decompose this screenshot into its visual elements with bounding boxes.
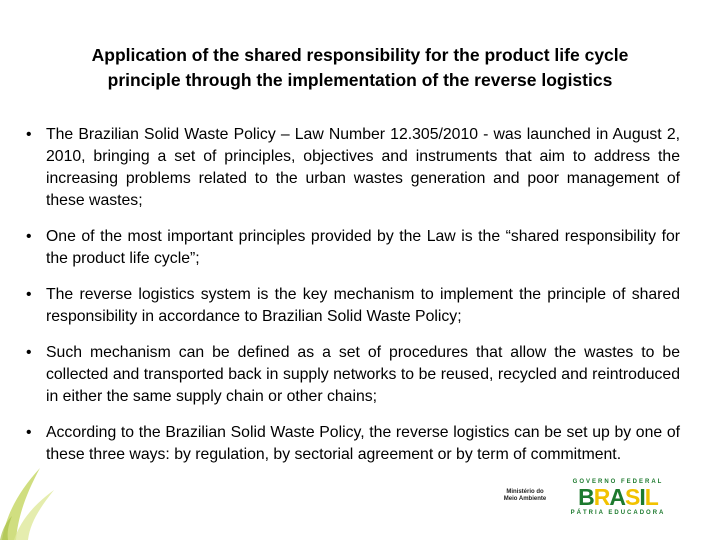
bullet-text: Such mechanism can be defined as a set of procedures that allow the wastes to be collected and transported back in supply networks to be reused, recycled and reintroduced in either the same supply chain or other chains;: [46, 344, 680, 405]
bullet-marker: •: [26, 228, 32, 245]
brasil-government-logo: [568, 479, 668, 519]
bullet-item-2: [26, 226, 680, 270]
brand-letter: I: [639, 484, 645, 510]
bullet-marker: •: [26, 126, 32, 143]
bullet-item-1: [26, 124, 680, 212]
ministry-logo-line-1: Ministério do: [506, 489, 544, 495]
bullet-list: [26, 124, 680, 480]
brand-letter: A: [609, 484, 626, 510]
bullet-text: According to the Brazilian Solid Waste Policy, the reverse logistics can be set up by one of these three ways: by regulation, by sectorial agreement or by term of commitment.: [46, 424, 680, 463]
brand-letter: R: [593, 484, 610, 510]
decorative-leaf-swoosh: [0, 460, 60, 540]
bullet-item-5: [26, 422, 680, 466]
brand-letter: L: [644, 484, 658, 510]
bullet-text: The Brazilian Solid Waste Policy – Law Number 12.305/2010 - was launched in August 2, 2010, bringing a set of principles, objectives and instruments that aim to address the increasing problems related to the urban wastes generation and poor management of these wastes;: [46, 126, 680, 209]
slide-title: [40, 43, 680, 93]
bullet-item-3: [26, 284, 680, 328]
bullet-marker: •: [26, 286, 32, 303]
bullet-marker: •: [26, 344, 32, 361]
ministry-logo-line-2: Meio Ambiente: [503, 496, 547, 502]
bullet-item-4: [26, 342, 680, 408]
gov-logo-brand-text: [568, 484, 668, 510]
gov-logo-top-text: GOVERNO FEDERAL: [572, 479, 664, 485]
slide-title-line-1: Application of the shared responsibility for the product life cycle: [91, 45, 629, 65]
bullet-text: The reverse logistics system is the key mechanism to implement the principle of shared responsibility in accordance to Brazilian Solid Waste Policy;: [46, 286, 680, 325]
brand-letters: [578, 484, 658, 510]
brand-letter: B: [578, 484, 594, 510]
brand-letter: S: [625, 484, 640, 510]
bullet-text: One of the most important principles provided by the Law is the “shared responsibility for the product life cycle”;: [46, 228, 680, 267]
slide-title-line-2: principle through the implementation of the reverse logistics: [107, 70, 613, 90]
ministry-of-environment-logo: [495, 489, 555, 503]
gov-logo-bottom-text: PÁTRIA EDUCADORA: [570, 510, 666, 516]
bullet-marker: •: [26, 424, 32, 441]
